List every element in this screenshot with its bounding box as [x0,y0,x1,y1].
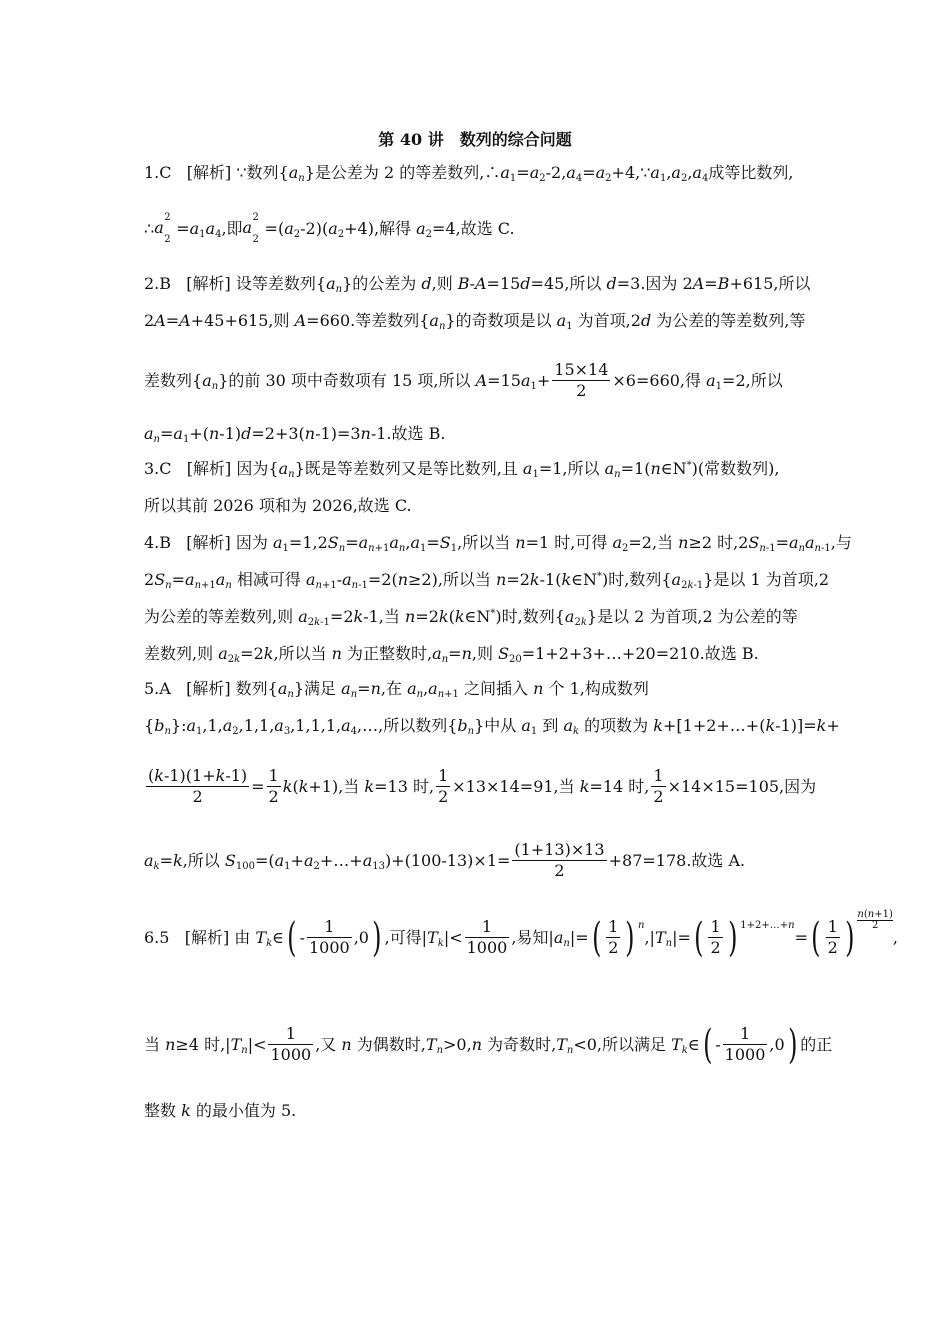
solution-3-line-1: 3.C [解析] 因为$\{a_n\}$既是等差数列又是等比数列,且 $a_1=1$,所以 $a_n=1(n\in N^*)$(常数数列), [144,459,780,480]
solution-4-line-2: $2S_n=a_{n+1}a_n$ 相减可得 $a_{n+1}-a_{n-1}=2(n\ge 2)$,所以当 n=2k-1(k∈N*)时,数列$\{a_{2k-1}\}$是以 1 为首项,2 [144,570,830,591]
solution-5-line-3: $\frac{(k-1)(1+k-1)}{2}$ = $\frac{1}{2}$ k(k+1),当 k=13 时, $\frac{1}{2}$ ×13×14=91,当 k=14 时, $\frac{1}{2}$ ×14×15=105,因为 [148,766,817,806]
solution-6-line-1: 6.5 [解析] 由 $T_k\in$( - $\frac{1}{1000}$ ,0) ,可得$|T_k|<$ $\frac{1}{1000}$ ,易知$|a_n|=$( $\frac{1}{2}$ ) $n,|T_n|=$( $\frac{1}{2}$ ) 1+2+…+n=( $\frac{1}{2}$ ) $\frac{n(n+1)}{2}$ , [144,909,898,961]
solution-2-line-3: 差数列$\{a_n\}$的前 30 项中奇数项有 15 项,所以 $A=15a_1+$ $\frac{15\times 14}{2}$ ×6=660,得 $a_1=2$,所以 [144,360,783,400]
solution-6-line-2: 当 n≥4 时$,|T_n|<$ $\frac{1}{1000}$ ,又 n 为偶数时$,T_n>0,n$ 为奇数时$,T_n<0$,所以满足 $T_k\in$( - $\frac{1}{1000}$ ,0) 的正 [144,1021,833,1068]
solution-3-line-2: 所以其前 2026 项和为 2026,故选 C. [144,496,412,515]
solution-4-line-1: 4.B [解析] 因为 $a_1=1,2S_n=a_{n+1}a_n,a_1=S_1$,所以当 n=1 时,可得 $a_2=2$,当 n≥2 时$,2S_{n-1}=a_na_{n-1}$,与 [144,533,852,554]
analysis-tag: [解析] [184,927,230,947]
solution-2-line-4: $a_n=a_1+(n-1)d=2+3(n-1)=3n-1$.故选 B. [144,424,446,445]
analysis-tag: [解析] [186,163,232,182]
answer-label: 4.B [144,533,172,552]
analysis-tag: [解析] [186,459,232,478]
solution-5-line-1: 5.A [解析] 数列$\{a_n\}$满足 $a_n=n$,在 $a_n,a_{n+1}$ 之间插入 n 个 1,构成数列 [144,679,649,700]
solution-1-line-2: ∴ 2 a 2 $=a_1a_4$,即 2 a 2 $=(a_2-2)(a_2+4)$,解得 $a_2=4$,故选 C. [144,212,515,245]
answer-label: 5.A [144,679,171,698]
answer-label: 2.B [144,274,172,293]
solution-4-line-4: 差数列,则 $a_{2k}=2k$,所以当 n 为正整数时$,a_n=n$,则 $S_{20}=1+2+3+\dots+20=210$.故选 B. [144,644,759,665]
solution-1-line-1: 1.C [解析] ∵数列$\{a_n\}$是公差为 2 的等差数列$,\therefore a_1=a_2-2,a_4=a_2+4,\because a_1,a_2,a_4$成等比数列, [144,163,794,184]
solution-6-line-3: 整数 k 的最小值为 5. [144,1101,297,1120]
solution-5-line-4: $a_k=k$,所以 $S_{100}=(a_1+a_2+\dots+a_{13})+(100-13)\times 1=$ $\frac{(1+13)\times 13}{2}$ +87=178.故选 A. [144,840,746,880]
answer-label: 3.C [144,459,172,478]
analysis-tag: [解析] [186,533,231,552]
solution-2-line-2: 2A=A+45+615,则 A=660.等差数列$\{a_n\}$的奇数项是以 $a_1$ 为首项,2d 为公差的等差数列,等 [144,311,806,332]
answer-label: 1.C [144,163,172,182]
analysis-tag: [解析] [186,679,231,698]
answer-label: 6.5 [144,927,170,947]
solution-4-line-3: 为公差的等差数列,则 $a_{2k-1}=2k-1$,当 n=2k(k∈N*)时,数列$\{a_{2k}\}$是以 2 为首项,2 为公差的等 [144,607,798,628]
solution-2-line-1: 2.B [解析] 设等差数列$\{a_n\}$的公差为 d,则 B-A=15d=45,所以 d=3.因为 2A=B+615,所以 [144,274,811,295]
analysis-tag: [解析] [186,274,231,293]
page-title: 第 40 讲 数列的综合问题 [378,130,572,149]
solution-5-line-2: $\{b_n\}:a_1,1,a_2,1,1,a_3,1,1,1,a_4,\dots$,所以数列$\{b_n\}$中从 $a_1$ 到 $a_k$ 的项数为 k+[1+2+…+(k-1)]=k+ [144,716,840,737]
